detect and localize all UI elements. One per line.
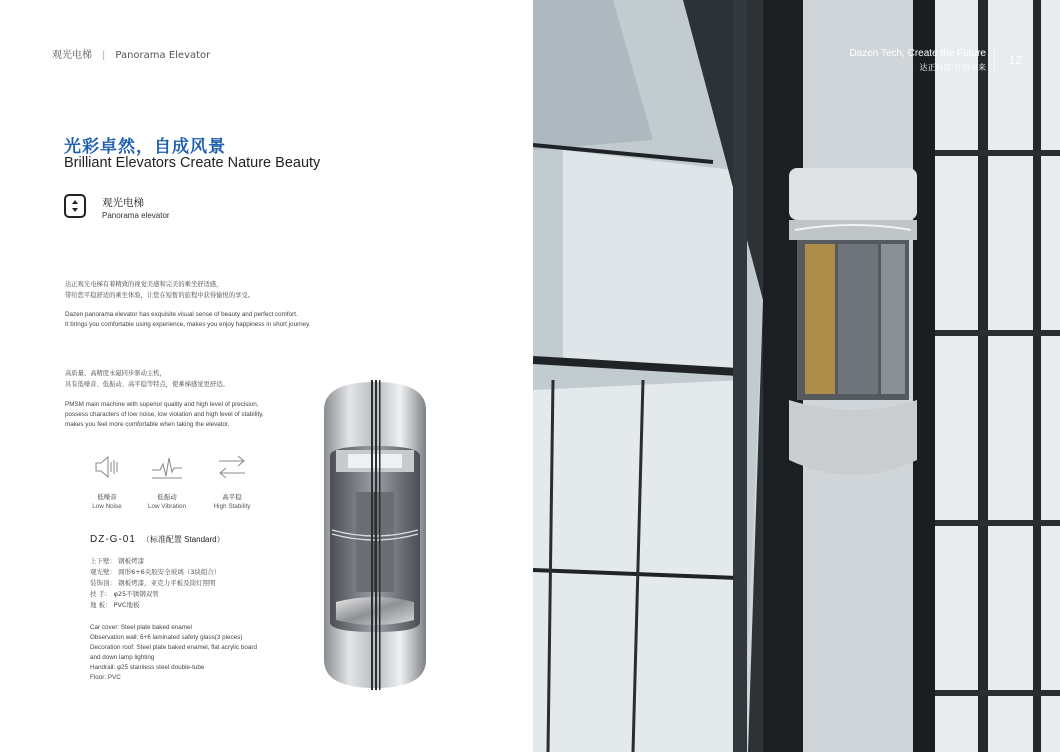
spec-item-en: Observation wall: 6+6 laminated safety glass(3 pieces) bbox=[90, 634, 243, 641]
product-name-en: Panorama elevator bbox=[102, 211, 170, 220]
spec-item-en: Car cover: Steel plate baked enamel bbox=[90, 624, 192, 631]
divider bbox=[994, 50, 995, 70]
spec-item-en: Floor: PVC bbox=[90, 674, 121, 681]
spec-item-en: Handrail: φ25 stainless steel double-tube bbox=[90, 664, 205, 671]
elevator-cabin-illustration bbox=[322, 380, 428, 690]
spec-list-cn bbox=[90, 556, 220, 611]
feature-label-cn: 低振动 bbox=[157, 493, 177, 501]
tagline-en: Dazen Tech, Create the Future bbox=[849, 48, 986, 59]
headline-cn: 光彩卓然，自成风景 bbox=[64, 137, 226, 157]
feature-label-en: Low Noise bbox=[92, 503, 122, 510]
model-name: DZ-G-01 bbox=[90, 534, 136, 545]
intro-en-line: Dazen panorama elevator has exquisite visual sense of beauty and perfect comfort. bbox=[65, 311, 298, 318]
spec-item-cn: 装饰顶： 钢板烤漆，亚克力平板及筒灯照明 bbox=[90, 579, 216, 587]
spec-item-en: and down lamp lighting bbox=[90, 654, 155, 661]
intro-cn-line: 达正观光电梯有着精致的视觉美感和完美的乘坐舒适感， bbox=[65, 281, 223, 288]
feature-label-cn: 高平稳 bbox=[222, 493, 242, 501]
spec-item-cn: 扶 手： φ25不锈钢双管 bbox=[90, 590, 159, 598]
spec-item-cn: 观光壁： 圆形6+6夹胶安全玻璃（3块组合） bbox=[90, 568, 221, 576]
intro-en-line: It brings you comfortable using experience, makes you enjoy happiness in short journey. bbox=[65, 321, 311, 328]
feature-label-en: Low Vibration bbox=[147, 503, 187, 510]
spec-item-en: Decoration roof: Steel plate baked enamel, flat acrylic board bbox=[90, 644, 257, 651]
glass-atrium-photo bbox=[533, 0, 1060, 752]
product-name-cn: 观光电梯 bbox=[102, 197, 144, 209]
model-standard: （标准配置 Standard） bbox=[141, 535, 225, 544]
header-cn: 观光电梯 bbox=[52, 50, 92, 61]
spec-item-cn: 上下壁： 钢板烤漆 bbox=[90, 557, 145, 565]
feature-label-cn: 低噪音 bbox=[97, 493, 117, 501]
feature-low-vibration bbox=[132, 452, 202, 510]
intro-cn-line: 带给您平稳舒适的乘坐体验，让您在短暂的旅程中获得愉悦的享受。 bbox=[65, 292, 254, 299]
right-page-photo bbox=[533, 0, 1060, 752]
headline-en: Brilliant Elevators Create Nature Beauty bbox=[64, 155, 321, 171]
spec-list-en bbox=[90, 623, 257, 683]
feature-label-en: High Stability bbox=[213, 503, 251, 510]
feature-list bbox=[72, 452, 282, 517]
quality-cn-line: 具有低噪音、低振动、高平稳等特点，使乘梯感觉更舒适。 bbox=[65, 381, 229, 388]
speaker-icon bbox=[92, 452, 122, 482]
quality-en-line: possess characters of low noise, low violation and high level of stability, bbox=[65, 411, 264, 418]
header-en: Panorama Elevator bbox=[115, 50, 211, 61]
quality-cn-line: 高质量、高精度永磁同步驱动主机， bbox=[65, 370, 166, 377]
page-header: 观光电梯 | Panorama Elevator bbox=[52, 50, 211, 61]
vibration-icon bbox=[150, 452, 184, 482]
elevator-icon bbox=[64, 194, 86, 218]
model-code bbox=[90, 534, 225, 545]
quality-en-line: makes you feel more comfortable when taking the elevator. bbox=[65, 421, 230, 428]
spec-item-cn: 地 板： PVC地板 bbox=[90, 601, 140, 609]
quality-en-line: PMSM main machine with superior quality and high level of precision, bbox=[65, 401, 259, 408]
arrows-icon bbox=[215, 452, 249, 482]
tagline-cn: 达正科技 开创未来 bbox=[919, 63, 986, 72]
feature-high-stability bbox=[197, 452, 267, 510]
page-number: 12 bbox=[1008, 53, 1022, 67]
